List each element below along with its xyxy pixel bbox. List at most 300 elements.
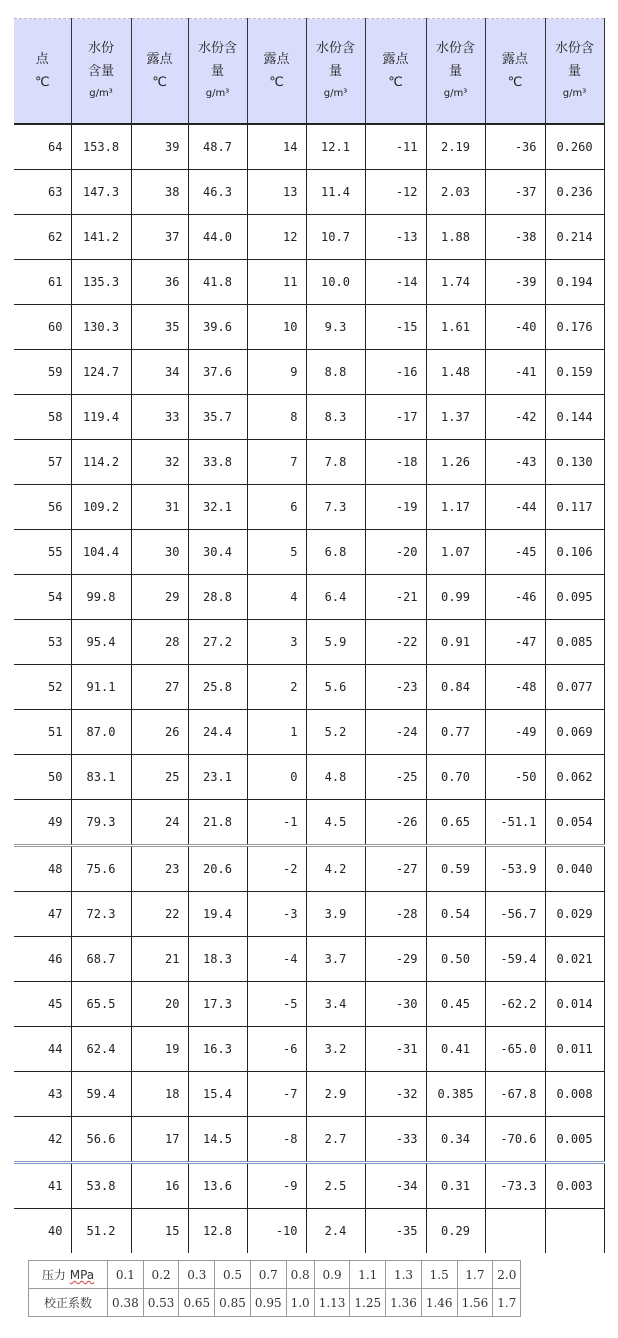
water-content-cell: 0.194 [545,260,604,305]
correction-factor-value: 0.38 [108,1289,144,1317]
pressure-value: 2.0 [493,1261,521,1289]
dew-point-cell: -18 [365,440,426,485]
header-label: 水份 [87,41,114,56]
dew-point-cell: 33 [131,395,188,440]
correction-factor-value: 1.25 [350,1289,386,1317]
water-content-cell: 15.4 [188,1072,247,1117]
dew-point-cell: -53.9 [485,846,545,892]
dew-point-cell: -45 [485,530,545,575]
dew-point-cell: -41 [485,350,545,395]
dew-point-cell: -51.1 [485,800,545,846]
header-cell-dew-point [485,19,545,125]
pressure-value: 0.5 [215,1261,251,1289]
dew-point-cell: 7 [247,440,306,485]
dew-point-cell: 23 [131,846,188,892]
water-content-cell: 8.3 [306,395,365,440]
dew-point-cell: -2 [247,846,306,892]
water-content-cell: 3.7 [306,937,365,982]
water-content-cell: 14.5 [188,1117,247,1163]
dew-point-cell: -3 [247,892,306,937]
dew-point-cell: -9 [247,1163,306,1209]
header-cell-water-content [545,19,604,125]
water-content-cell: 1.88 [426,215,485,260]
dew-point-cell: -4 [247,937,306,982]
dew-point-cell: 22 [131,892,188,937]
dew-point-cell: 37 [131,215,188,260]
water-content-cell: 1.17 [426,485,485,530]
water-content-cell: 2.4 [306,1209,365,1254]
dew-point-cell: 2 [247,665,306,710]
water-content-cell: 104.4 [71,530,131,575]
water-content-cell: 30.4 [188,530,247,575]
dew-point-cell: 16 [131,1163,188,1209]
pressure-value: 0.9 [314,1261,350,1289]
dew-point-cell: 51 [14,710,71,755]
header-label: 露点 [382,52,409,67]
header-label: 水份含 [554,41,594,56]
water-content-cell: 11.4 [306,170,365,215]
water-content-cell: 99.8 [71,575,131,620]
header-label: 露点 [501,52,528,67]
water-content-cell: 4.2 [306,846,365,892]
table-row [14,1163,604,1209]
water-content-cell: 53.8 [71,1163,131,1209]
water-content-cell: 65.5 [71,982,131,1027]
dew-point-cell: -47 [485,620,545,665]
water-content-cell: 12.1 [306,124,365,170]
water-content-cell: 62.4 [71,1027,131,1072]
dew-point-cell: -14 [365,260,426,305]
dew-point-cell: -15 [365,305,426,350]
table-row [14,260,604,305]
header-cell-dew-point [365,19,426,125]
water-content-cell: 135.3 [71,260,131,305]
water-content-cell: 24.4 [188,710,247,755]
water-content-cell: 7.8 [306,440,365,485]
water-content-cell: 3.2 [306,1027,365,1072]
dew-point-cell: 35 [131,305,188,350]
water-content-cell: 3.9 [306,892,365,937]
correction-factor-value: 0.95 [250,1289,286,1317]
pressure-value: 0.1 [108,1261,144,1289]
header-unit: ℃ [388,75,403,90]
dew-point-cell: 4 [247,575,306,620]
water-content-cell: 21.8 [188,800,247,846]
dew-point-cell: 13 [247,170,306,215]
water-content-cell: 8.8 [306,350,365,395]
header-label-cont: 量 [448,64,462,79]
pressure-value: 1.3 [386,1261,422,1289]
dew-point-cell: 36 [131,260,188,305]
dew-point-cell: -49 [485,710,545,755]
dew-point-cell: -31 [365,1027,426,1072]
water-content-cell: 0.062 [545,755,604,800]
table-row [14,620,604,665]
water-content-cell: 141.2 [71,215,131,260]
water-content-cell: 0.45 [426,982,485,1027]
pressure-value: 0.7 [250,1261,286,1289]
header-label-cont: 量 [328,64,342,79]
dew-point-cell: 64 [14,124,71,170]
dew-point-cell: -12 [365,170,426,215]
dew-point-cell: 62 [14,215,71,260]
dew-point-cell: 27 [131,665,188,710]
factor-label: 校正系数 [29,1289,108,1317]
water-content-cell: 0.014 [545,982,604,1027]
water-content-cell: 0.054 [545,800,604,846]
water-content-cell: 56.6 [71,1117,131,1163]
table-row [14,530,604,575]
dew-point-cell: -6 [247,1027,306,1072]
dew-point-cell: 3 [247,620,306,665]
table-row [14,124,604,170]
table-row [14,1072,604,1117]
water-content-cell: 0.040 [545,846,604,892]
water-content-cell: 27.2 [188,620,247,665]
pressure-value: 0.3 [179,1261,215,1289]
water-content-cell: 51.2 [71,1209,131,1254]
water-content-cell: 124.7 [71,350,131,395]
correction-factor-value: 1.7 [493,1289,521,1317]
pressure-value: 1.7 [457,1261,493,1289]
dew-point-cell: 40 [14,1209,71,1254]
water-content-cell: 0.41 [426,1027,485,1072]
water-content-cell: 4.5 [306,800,365,846]
header-cell-water-content [71,19,131,125]
header-unit: g/m³ [89,88,113,99]
water-content-cell: 0.91 [426,620,485,665]
water-content-cell: 1.61 [426,305,485,350]
header-cell-water-content [306,19,365,125]
water-content-cell: 0.99 [426,575,485,620]
dew-point-cell: -33 [365,1117,426,1163]
dew-point-cell: -46 [485,575,545,620]
water-content-cell: 28.8 [188,575,247,620]
table-row [14,892,604,937]
table-row [14,937,604,982]
dew-point-cell: -34 [365,1163,426,1209]
water-content-cell: 17.3 [188,982,247,1027]
correction-factor-value: 1.36 [386,1289,422,1317]
water-content-cell: 2.19 [426,124,485,170]
water-content-cell: 44.0 [188,215,247,260]
water-content-cell: 2.9 [306,1072,365,1117]
header-cell-dew-point [247,19,306,125]
dew-point-cell: -20 [365,530,426,575]
pressure-value: 0.8 [286,1261,314,1289]
dew-point-cell: -25 [365,755,426,800]
water-content-cell: 0.021 [545,937,604,982]
pressure-correction-table [28,1260,521,1317]
dew-point-cell: -26 [365,800,426,846]
dew-point-cell: -7 [247,1072,306,1117]
correction-factor-value: 1.13 [314,1289,350,1317]
correction-factor-value: 0.65 [179,1289,215,1317]
dew-point-cell: 24 [131,800,188,846]
dew-point-cell: -37 [485,170,545,215]
water-content-cell: 0.34 [426,1117,485,1163]
water-content-cell: 1.26 [426,440,485,485]
water-content-cell: 95.4 [71,620,131,665]
dew-point-cell: -44 [485,485,545,530]
water-content-cell: 0.130 [545,440,604,485]
water-content-cell: 0.84 [426,665,485,710]
table-row [14,1027,604,1072]
dew-point-cell: 41 [14,1163,71,1209]
water-content-cell: 6.4 [306,575,365,620]
dew-point-cell: 63 [14,170,71,215]
water-content-cell [545,1209,604,1254]
table-row [14,1117,604,1163]
dew-point-cell: 26 [131,710,188,755]
table-row [14,982,604,1027]
dew-point-cell: 42 [14,1117,71,1163]
correction-factor-row [29,1289,521,1317]
dew-point-cell: -38 [485,215,545,260]
dew-point-cell: -16 [365,350,426,395]
water-content-cell: 91.1 [71,665,131,710]
dew-point-cell: 31 [131,485,188,530]
dew-point-cell: 15 [131,1209,188,1254]
water-content-cell: 41.8 [188,260,247,305]
water-content-cell: 87.0 [71,710,131,755]
water-content-cell: 25.8 [188,665,247,710]
dew-point-cell: 19 [131,1027,188,1072]
dew-point-cell: 21 [131,937,188,982]
dew-point-water-content-table [14,18,605,1253]
dew-point-cell: -40 [485,305,545,350]
water-content-cell: 3.4 [306,982,365,1027]
dew-point-cell: 5 [247,530,306,575]
dew-point-cell: -24 [365,710,426,755]
dew-point-cell: 18 [131,1072,188,1117]
water-content-cell: 0.31 [426,1163,485,1209]
water-content-cell: 59.4 [71,1072,131,1117]
table-row [14,305,604,350]
dew-point-cell: -67.8 [485,1072,545,1117]
water-content-cell: 1.37 [426,395,485,440]
water-content-cell: 16.3 [188,1027,247,1072]
pressure-label-cell [29,1261,108,1289]
water-content-cell: 0.069 [545,710,604,755]
water-content-cell: 4.8 [306,755,365,800]
dew-point-cell: -65.0 [485,1027,545,1072]
water-content-cell: 0.144 [545,395,604,440]
water-content-cell: 0.029 [545,892,604,937]
header-label-cont: 量 [210,64,224,79]
header-unit: ℃ [152,75,167,90]
dew-point-cell: 46 [14,937,71,982]
dew-point-cell: 30 [131,530,188,575]
dew-point-cell: 58 [14,395,71,440]
table-row [14,575,604,620]
water-content-cell: 18.3 [188,937,247,982]
water-content-cell: 0.214 [545,215,604,260]
dew-point-cell: 55 [14,530,71,575]
water-content-cell: 130.3 [71,305,131,350]
water-content-cell: 0.095 [545,575,604,620]
dew-point-cell: -22 [365,620,426,665]
water-content-cell: 0.50 [426,937,485,982]
dew-point-cell: -5 [247,982,306,1027]
dew-point-cell: -48 [485,665,545,710]
correction-factor-value: 1.56 [457,1289,493,1317]
dew-point-cell: 38 [131,170,188,215]
water-content-cell: 5.9 [306,620,365,665]
water-content-cell: 0.29 [426,1209,485,1254]
table-body [14,124,604,1253]
header-cell-dew-point [131,19,188,125]
dew-point-cell: 32 [131,440,188,485]
dew-point-cell: 11 [247,260,306,305]
dew-point-cell: -17 [365,395,426,440]
correction-factor-value: 1.46 [421,1289,457,1317]
dew-point-cell: 57 [14,440,71,485]
dew-point-cell: -43 [485,440,545,485]
table-row [14,710,604,755]
water-content-cell: 72.3 [71,892,131,937]
dew-point-cell: 6 [247,485,306,530]
water-content-cell: 0.54 [426,892,485,937]
dew-point-cell: -39 [485,260,545,305]
header-unit: g/m³ [323,88,348,99]
dew-point-cell: -21 [365,575,426,620]
table-row [14,846,604,892]
dew-point-cell: 53 [14,620,71,665]
water-content-cell: 0.236 [545,170,604,215]
table-row [14,215,604,260]
table-row [14,800,604,846]
dew-point-cell: 0 [247,755,306,800]
header-label-cont: 量 [567,64,581,79]
water-content-cell: 68.7 [71,937,131,982]
header-unit: ℃ [269,75,284,90]
header-unit: g/m³ [443,88,468,99]
dew-point-cell: 45 [14,982,71,1027]
pressure-value: 1.1 [350,1261,386,1289]
dew-point-cell: 59 [14,350,71,395]
water-content-cell: 1.07 [426,530,485,575]
water-content-cell: 37.6 [188,350,247,395]
dew-point-cell: 9 [247,350,306,395]
water-content-cell: 32.1 [188,485,247,530]
dew-point-cell: 39 [131,124,188,170]
water-content-cell: 0.70 [426,755,485,800]
water-content-cell: 0.106 [545,530,604,575]
dew-point-cell: -29 [365,937,426,982]
water-content-cell: 0.176 [545,305,604,350]
dew-point-cell: -28 [365,892,426,937]
correction-factor-value: 1.0 [286,1289,314,1317]
water-content-cell: 0.65 [426,800,485,846]
water-content-cell: 153.8 [71,124,131,170]
water-content-cell: 0.011 [545,1027,604,1072]
water-content-cell: 7.3 [306,485,365,530]
header-label: 水份含 [197,41,237,56]
water-content-cell: 83.1 [71,755,131,800]
header-label: 水份含 [315,41,355,56]
pressure-value: 1.5 [421,1261,457,1289]
water-content-cell: 147.3 [71,170,131,215]
water-content-cell: 48.7 [188,124,247,170]
water-content-cell: 79.3 [71,800,131,846]
water-content-cell: 46.3 [188,170,247,215]
dew-point-cell: 44 [14,1027,71,1072]
dew-point-cell: -62.2 [485,982,545,1027]
header-label: 水份含 [435,41,475,56]
dew-point-cell: 8 [247,395,306,440]
dew-point-cell: -56.7 [485,892,545,937]
header-cell-water-content [426,19,485,125]
dew-point-cell: -35 [365,1209,426,1254]
table-row [14,1209,604,1254]
dew-point-cell: 54 [14,575,71,620]
dew-point-cell: -50 [485,755,545,800]
water-content-cell: 0.003 [545,1163,604,1209]
dew-point-cell: 28 [131,620,188,665]
header-unit: g/m³ [205,88,230,99]
dew-point-cell: 50 [14,755,71,800]
dew-point-cell: 25 [131,755,188,800]
dew-point-cell: -10 [247,1209,306,1254]
dew-point-cell: -8 [247,1117,306,1163]
dew-point-cell: 20 [131,982,188,1027]
water-content-cell: 23.1 [188,755,247,800]
pressure-label: 压力 [41,1268,66,1282]
table-row [14,665,604,710]
dew-point-cell: 56 [14,485,71,530]
water-content-cell: 75.6 [71,846,131,892]
pressure-value: 0.2 [143,1261,179,1289]
dew-point-cell: 17 [131,1117,188,1163]
water-content-cell: 12.8 [188,1209,247,1254]
dew-point-cell: -13 [365,215,426,260]
header-label: 露点 [263,52,290,67]
table-row [14,395,604,440]
water-content-cell: 109.2 [71,485,131,530]
dew-point-cell: -19 [365,485,426,530]
pressure-row [29,1261,521,1289]
header-cell-water-content [188,19,247,125]
water-content-cell: 0.77 [426,710,485,755]
water-content-cell: 9.3 [306,305,365,350]
water-content-cell: 10.0 [306,260,365,305]
dew-point-cell: -30 [365,982,426,1027]
dew-point-cell: 29 [131,575,188,620]
water-content-cell: 2.5 [306,1163,365,1209]
header-cell-dew-point [14,19,71,125]
water-content-cell: 119.4 [71,395,131,440]
header-unit: ℃ [34,75,50,90]
dew-point-cell: 43 [14,1072,71,1117]
water-content-cell: 33.8 [188,440,247,485]
header-unit: ℃ [507,75,523,90]
water-content-cell: 2.03 [426,170,485,215]
water-content-cell: 1.48 [426,350,485,395]
dew-point-cell: 14 [247,124,306,170]
dew-point-cell: -27 [365,846,426,892]
table-row [14,485,604,530]
water-content-cell: 10.7 [306,215,365,260]
water-content-cell: 0.085 [545,620,604,665]
dew-point-cell: -32 [365,1072,426,1117]
dew-point-cell [485,1209,545,1254]
header-label: 点 [35,52,49,67]
water-content-cell: 35.7 [188,395,247,440]
dew-point-cell: 1 [247,710,306,755]
header-label-cont: 含量 [87,64,114,79]
water-content-cell: 0.008 [545,1072,604,1117]
